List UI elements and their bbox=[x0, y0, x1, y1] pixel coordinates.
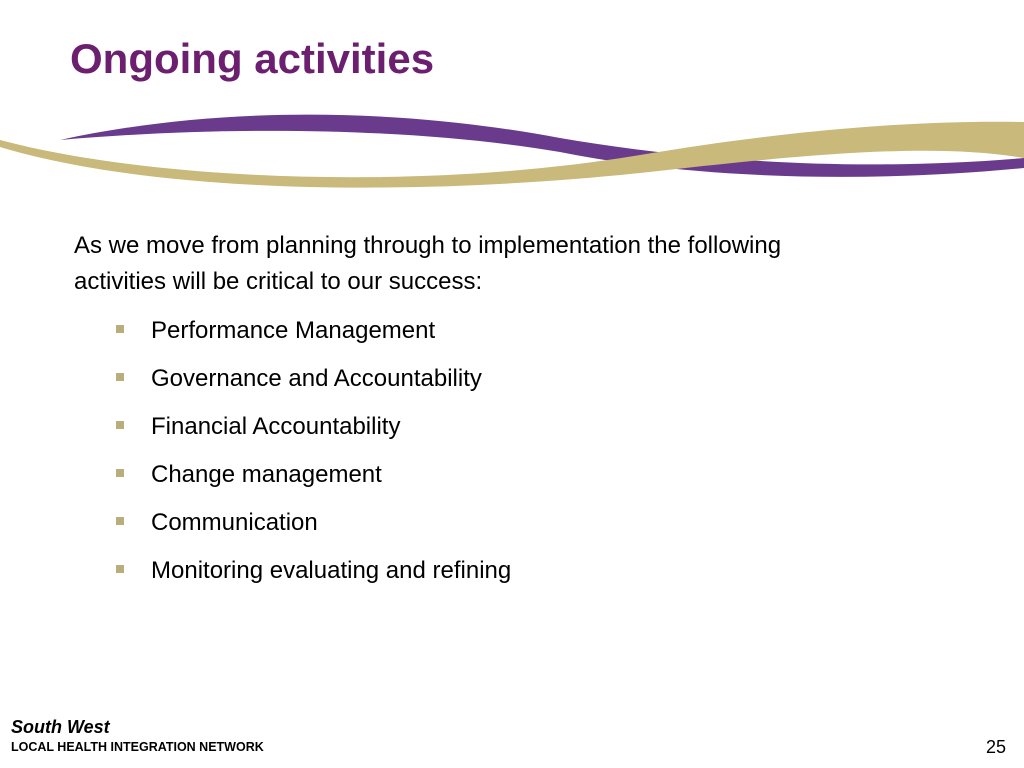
page-number: 25 bbox=[985, 737, 1006, 757]
list-item-text: Financial Accountability bbox=[151, 413, 401, 440]
square-bullet-icon bbox=[116, 469, 124, 477]
square-bullet-icon bbox=[116, 325, 124, 333]
list-item bbox=[112, 456, 511, 504]
list-item-text: Performance Management bbox=[151, 317, 436, 344]
square-bullet-icon bbox=[116, 373, 124, 381]
list-item-text: Governance and Accountability bbox=[151, 365, 482, 392]
list-item bbox=[112, 552, 511, 600]
organization-subtitle: LOCAL HEALTH INTEGRATION NETWORK bbox=[11, 740, 264, 754]
list-item-text: Communication bbox=[151, 509, 318, 536]
square-bullet-icon bbox=[116, 421, 124, 429]
list-item bbox=[112, 504, 511, 552]
decorative-ribbon-wave bbox=[0, 100, 1024, 210]
intro-paragraph: As we move from planning through to implementation the following activities will be critical to our success: bbox=[74, 232, 782, 295]
list-item bbox=[112, 408, 511, 456]
slide-title: Ongoing activities bbox=[70, 35, 435, 82]
list-item bbox=[112, 360, 511, 408]
organization-logo bbox=[11, 716, 264, 756]
organization-name: South West bbox=[11, 717, 110, 737]
activities-list bbox=[112, 312, 511, 600]
square-bullet-icon bbox=[116, 517, 124, 525]
list-item bbox=[112, 312, 511, 360]
list-item-text: Monitoring evaluating and refining bbox=[151, 557, 512, 584]
list-item-text: Change management bbox=[151, 461, 382, 488]
square-bullet-icon bbox=[116, 565, 124, 573]
